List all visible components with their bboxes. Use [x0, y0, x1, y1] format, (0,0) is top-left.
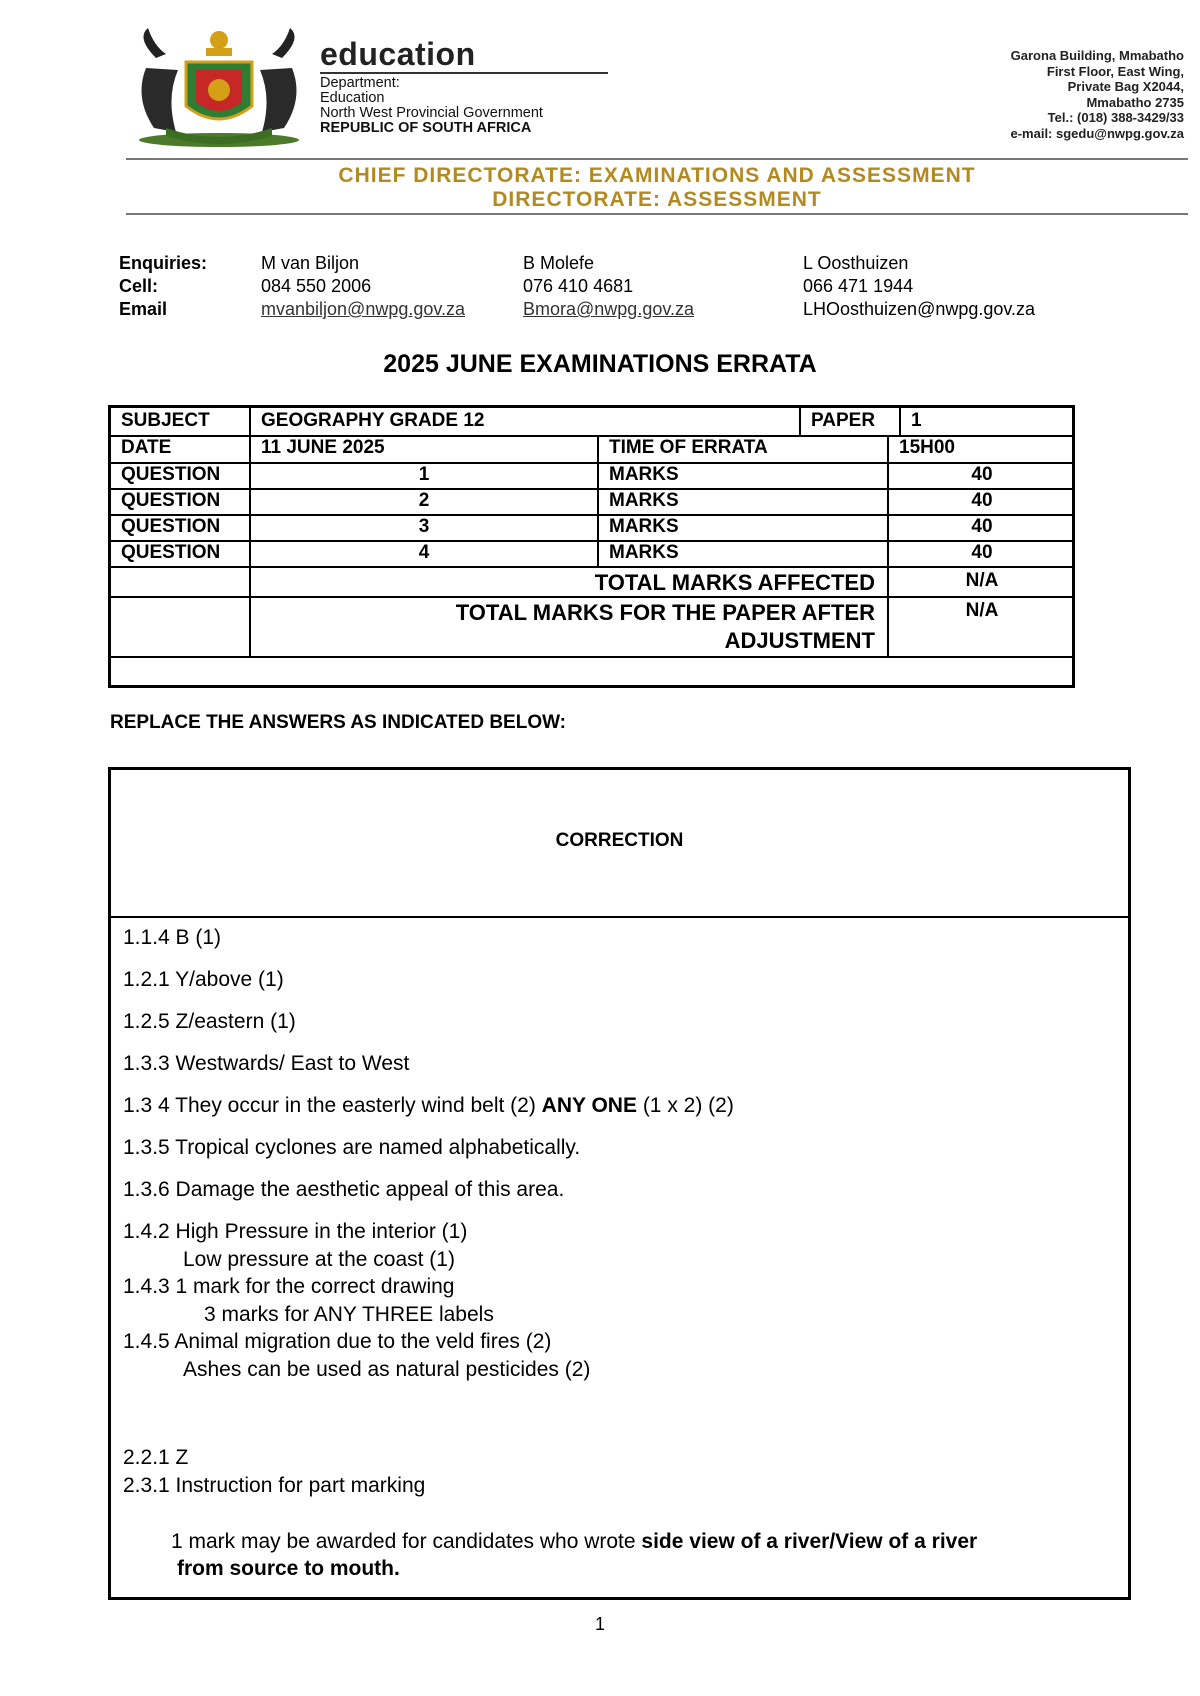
marks-value: 40: [971, 464, 993, 485]
errata-info-table: [108, 405, 1075, 688]
question-label: QUESTION: [121, 516, 221, 537]
correction-box: [108, 767, 1131, 1600]
department-block: [320, 76, 543, 136]
contact-cell: 084 550 2006: [261, 276, 372, 296]
correction-item: 1.4.3 1 mark for the correct drawing: [123, 1275, 455, 1298]
item-text: (1 x 2) (2): [636, 1094, 734, 1117]
document-title: 2025 JUNE EXAMINATIONS ERRATA: [383, 350, 817, 378]
dept-line: North West Provincial Government: [320, 105, 543, 121]
marks-value: 40: [971, 490, 993, 511]
correction-item: 1.4.5 Animal migration due to the veld fires (2): [123, 1330, 552, 1353]
address-line: Private Bag X2044,: [1067, 79, 1184, 94]
dept-line: REPUBLIC OF SOUTH AFRICA: [320, 120, 532, 136]
total-after-value: N/A: [965, 600, 999, 621]
total-affected-label: TOTAL MARKS AFFECTED: [594, 570, 875, 595]
note-text: 1 mark may be awarded for candidates who wrote: [171, 1530, 642, 1553]
correction-item: 1.3.5 Tropical cyclones are named alphabetically.: [123, 1136, 581, 1159]
correction-item-continued: 3 marks for ANY THREE labels: [204, 1303, 494, 1326]
enquiries-labels: [119, 252, 207, 321]
correction-item-continued: Low pressure at the coast (1): [183, 1248, 455, 1271]
date-value: 11 JUNE 2025: [261, 437, 385, 458]
contact-vanbiljon: [261, 252, 465, 321]
correction-item: 1.3.6 Damage the aesthetic appeal of this area.: [123, 1178, 565, 1201]
total-after-label: [251, 599, 887, 655]
address-line: First Floor, East Wing,: [1046, 63, 1184, 79]
address-line: e-mail: sgedu@nwpg.gov.za: [1010, 125, 1184, 141]
paper-label: PAPER: [811, 410, 876, 431]
question-label: QUESTION: [121, 542, 221, 563]
chief-directorate: CHIEF DIRECTORATE: EXAMINATIONS AND ASSESSMENT: [338, 164, 976, 187]
question-label: QUESTION: [121, 490, 221, 511]
item-bold-text: ANY ONE: [541, 1094, 637, 1117]
header-divider: [126, 213, 1188, 215]
department-rule: [320, 72, 608, 74]
marks-label: MARKS: [609, 542, 679, 563]
total-after-line: ADJUSTMENT: [724, 628, 875, 653]
correction-item: 1.2.1 Y/above (1): [123, 968, 284, 991]
page-number: 1: [594, 1614, 605, 1634]
total-after-line: TOTAL MARKS FOR THE PAPER AFTER: [455, 600, 875, 625]
contact-email: LHOosthuizen@nwpg.gov.za: [803, 299, 1036, 319]
address-block: [1010, 48, 1184, 141]
contact-cell: 076 410 4681: [523, 276, 634, 296]
contact-name: L Oosthuizen: [803, 253, 909, 273]
contact-name: B Molefe: [523, 253, 595, 273]
correction-item: 1.2.5 Z/eastern (1): [123, 1010, 296, 1033]
question-label: QUESTION: [121, 464, 221, 485]
coat-of-arms: [126, 28, 312, 148]
marks-label: MARKS: [609, 464, 679, 485]
paper-value: 1: [911, 410, 922, 431]
header-divider: [126, 158, 1188, 160]
department-title: education: [320, 36, 476, 72]
item-text: 1.3 4 They occur in the easterly wind belt (2): [123, 1094, 542, 1117]
replace-instruction: REPLACE THE ANSWERS AS INDICATED BELOW:: [110, 712, 567, 733]
dept-line: Education: [320, 90, 385, 106]
correction-item: 1.4.2 High Pressure in the interior (1): [123, 1220, 468, 1243]
question-number: 2: [418, 490, 430, 511]
correction-note-continued: from source to mouth.: [177, 1557, 400, 1580]
time-value: 15H00: [899, 437, 955, 458]
correction-note: [171, 1528, 977, 1555]
time-label: TIME OF ERRATA: [609, 437, 768, 458]
total-affected-value: N/A: [965, 570, 999, 591]
marks-value: 40: [971, 542, 993, 563]
question-number: 4: [418, 542, 430, 563]
marks-label: MARKS: [609, 490, 679, 511]
date-label: DATE: [121, 437, 172, 458]
question-number: 1: [418, 464, 430, 485]
cell-label: Cell:: [119, 276, 159, 296]
question-number: 3: [418, 516, 430, 537]
correction-header: [111, 770, 1128, 918]
subject-value: GEOGRAPHY GRADE 12: [261, 410, 485, 431]
enquiries-label: Enquiries:: [119, 253, 208, 273]
correction-item: [123, 1092, 734, 1119]
contact-email-link[interactable]: Bmora@nwpg.gov.za: [523, 299, 695, 319]
address-line: Mmabatho 2735: [1086, 94, 1184, 110]
dept-line: Department:: [320, 75, 400, 91]
email-label: Email: [119, 299, 168, 319]
directorate: DIRECTORATE: ASSESSMENT: [492, 188, 822, 211]
correction-heading: CORRECTION: [555, 830, 684, 851]
address-line: Garona Building, Mmabatho: [1010, 48, 1184, 63]
contact-molefe: [523, 252, 694, 321]
address-line: Tel.: (018) 388-3429/33: [1047, 110, 1184, 125]
contact-email-link[interactable]: mvanbiljon@nwpg.gov.za: [261, 299, 466, 319]
marks-label: MARKS: [609, 516, 679, 537]
contact-name: M van Biljon: [261, 253, 360, 273]
correction-item: 1.1.4 B (1): [123, 926, 222, 949]
correction-item: 1.3.3 Westwards/ East to West: [123, 1052, 410, 1075]
contact-oosthuizen: [803, 252, 1035, 321]
correction-item: 2.2.1 Z: [123, 1446, 189, 1469]
marks-value: 40: [971, 516, 993, 537]
correction-item: 2.3.1 Instruction for part marking: [123, 1474, 426, 1497]
subject-label: SUBJECT: [121, 410, 210, 431]
note-bold-text: side view of a river/View of a river: [641, 1530, 978, 1553]
contact-cell: 066 471 1944: [803, 276, 914, 296]
correction-item-continued: Ashes can be used as natural pesticides (2): [183, 1358, 591, 1381]
